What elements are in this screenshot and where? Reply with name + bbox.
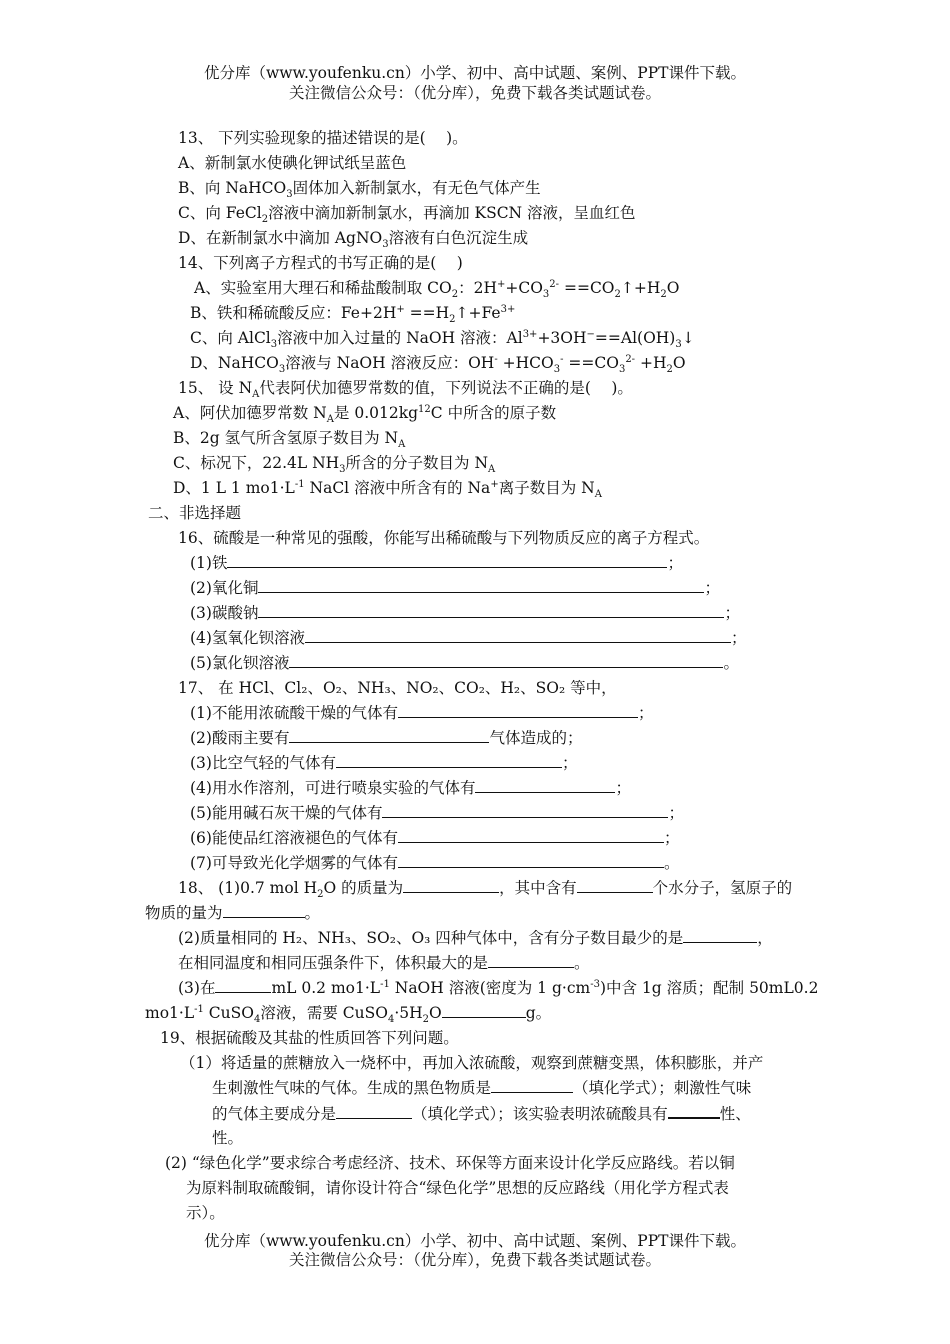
q18-part2-line1: (2)质量相同的 H₂、NH₃、SO₂、O₃ 四种气体中，含有分子数目最少的是 ， [178,929,773,947]
q16-stem: 16、硫酸是一种常见的强酸，你能写出稀硫酸与下列物质反应的离子方程式。 [178,529,710,547]
answer-blank[interactable] [403,878,499,893]
q19-part2-line2: 为原料制取硫酸铜，请你设计符合“绿色化学”思想的反应路线（用化学方程式表 [186,1179,729,1197]
q18-part1-line2: 物质的量为 。 [145,904,321,922]
q15-option-d: D、1 L 1 $mo1\cdot L^{-1}$ NaCl 溶液中所含有的 Na+离子数目为 $N_A$ [173,478,602,501]
q19-part1-line4: 性。 [212,1129,244,1147]
q13-option-a: A、新制氯水使碘化钾试纸呈蓝色 [178,154,407,172]
q13-option-d: D、在新制氯水中滴加 AgNO$_3$溶液有白色沉淀生成 [178,229,529,251]
answer-blank[interactable] [442,1003,526,1018]
q14-stem: 14、下列离子方程式的书写正确的是( ) [178,254,463,272]
q16-item-5: (5)氯化钡溶液 。 [190,654,739,672]
q13-option-c: C、向 FeCl$_2$溶液中滴加新制氯水，再滴加 KSCN 溶液，呈血红色 [178,204,636,226]
q17-item-5: (5)能用碱石灰干燥的气体有 ； [190,804,684,822]
q15-option-c: C、标况下，22.4L $NH_3$所含的分子数目为 $N_A$ [173,454,496,476]
q16-item-2: (2)氧化铜 ； [190,579,720,597]
answer-blank[interactable] [258,603,724,618]
q18-part2-line2: 在相同温度和相同压强条件下，体积最大的是 。 [178,954,590,972]
answer-blank[interactable] [227,553,667,568]
answer-blank[interactable] [683,928,757,943]
answer-blank[interactable] [398,703,638,718]
q18-part3-line2: $mo1\cdot L^{-1}$ CuSO$_4$溶液，需要 $CuSO_4\cdot 5H_2O$ g。 [145,1003,552,1026]
q19-part2-line3: 示）。 [186,1204,225,1222]
q15-option-a: A、阿伏加德罗常数 $N_A$是 $0.012kg^{12}C$ 中所含的原子数 [173,403,557,426]
answer-blank[interactable] [668,1103,720,1119]
answer-blank[interactable] [577,878,653,893]
answer-blank[interactable] [488,953,574,968]
page-header-line1: 优分库（www.youfenku.cn）小学、初中、高中试题、案例、PPT课件下载。 [203,64,747,82]
q19-stem: 19、根据硫酸及其盐的性质回答下列问题。 [160,1029,459,1047]
q15-option-b: B、2g 氢气所含氢原子数目为 $N_A$ [173,429,406,451]
q16-item-4: (4)氢氧化钡溶液 ； [190,629,747,647]
q17-item-1: (1)不能用浓硫酸干燥的气体有 ； [190,704,654,722]
answer-blank[interactable] [475,778,615,793]
q19-part2-line1: (2) “绿色化学”要求综合考虑经济、技术、环保等方面来设计化学反应路线。若以铜 [165,1154,735,1172]
answer-blank[interactable] [215,978,271,993]
q18-part1-line1: 18、 (1)0.7 mol $H_2O$ 的质量为 ，其中含有 个水分子，氢原子的 [178,879,793,901]
page-header-line2: 关注微信公众号：（优分库），免费下载各类试题试卷。 [288,84,661,102]
q17-item-2: (2)酸雨主要有 气体造成的； [190,729,583,747]
answer-blank[interactable] [398,828,664,843]
page-footer-line2: 关注微信公众号：（优分库），免费下载各类试题试卷。 [288,1251,661,1269]
q13-stem: 13、 下列实验现象的描述错误的是( )。 [178,129,468,147]
answer-blank[interactable] [258,578,704,593]
q19-part1-line1: （1）将适量的蔗糖放入一烧杯中，再加入浓硫酸，观察到蔗糖变黑，体积膨胀，并产 [180,1054,764,1072]
answer-blank[interactable] [289,653,723,668]
q17-item-7: (7)可导致光化学烟雾的气体有 。 [190,854,680,872]
answer-blank[interactable] [289,728,489,743]
q17-item-6: (6)能使品红溶液褪色的气体有 ； [190,829,680,847]
q14-option-c: C、向 AlCl$_3$溶液中加入过量的 NaOH 溶液：$Al^{3+}+3OH^-==Al(OH)_3↓$ [190,328,695,351]
section-title-non-choice: 二、非选择题 [148,504,242,522]
q17-stem: 17、 在 HCl、Cl₂、O₂、NH₃、NO₂、CO₂、H₂、SO₂ 等中， [178,679,617,697]
q19-part1-line3: 的气体主要成分是 （填化学式）；该实验表明浓硫酸具有 性、 [212,1105,751,1123]
q16-item-3: (3)碳酸钠 ； [190,604,740,622]
q18-part3-line1: (3)在 mL 0.2 $mo1\cdot L^{-1}$ NaOH 溶液(密度为 1 $g\cdot cm^{-3}$)中含 1g 溶质；配制 50mL0.2 [178,978,819,997]
page-footer-line1: 优分库（www.youfenku.cn）小学、初中、高中试题、案例、PPT课件下载。 [203,1232,747,1250]
answer-blank[interactable] [336,1104,412,1119]
answer-blank[interactable] [382,803,668,818]
q15-stem: 15、 设 $N_A$代表阿伏加德罗常数的值，下列说法不正确的是( )。 [178,379,633,401]
answer-blank[interactable] [223,903,305,918]
q14-option-b: B、铁和稀硫酸反应：$Fe+2H^+ ==H_2↑+Fe^{3+}$ [190,303,516,326]
q19-part1-line2: 生刺激性气味的气体。生成的黑色物质是 （填化学式）；刺激性气味 [212,1079,752,1097]
answer-blank[interactable] [305,628,731,643]
q14-option-d: D、NaHCO$_3$溶液与 NaOH 溶液反应：$OH^- +HCO_3^- ==CO_3^{2-} +H_2O$ [190,353,686,376]
answer-blank[interactable] [398,853,664,868]
q13-option-b: B、向 NaHCO$_3$固体加入新制氯水，有无色气体产生 [178,179,541,201]
q14-option-a: A、实验室用大理石和稀盐酸制取 $CO_2$：$2H^++CO_3^{2-}$ $==CO_2↑+H_2O$ [194,278,680,301]
q16-item-1: (1)铁 ； [190,554,683,572]
q17-item-3: (3)比空气轻的气体有 ； [190,754,578,772]
q17-item-4: (4)用水作溶剂，可进行喷泉实验的气体有 ； [190,779,631,797]
answer-blank[interactable] [491,1078,573,1093]
answer-blank[interactable] [336,753,562,768]
